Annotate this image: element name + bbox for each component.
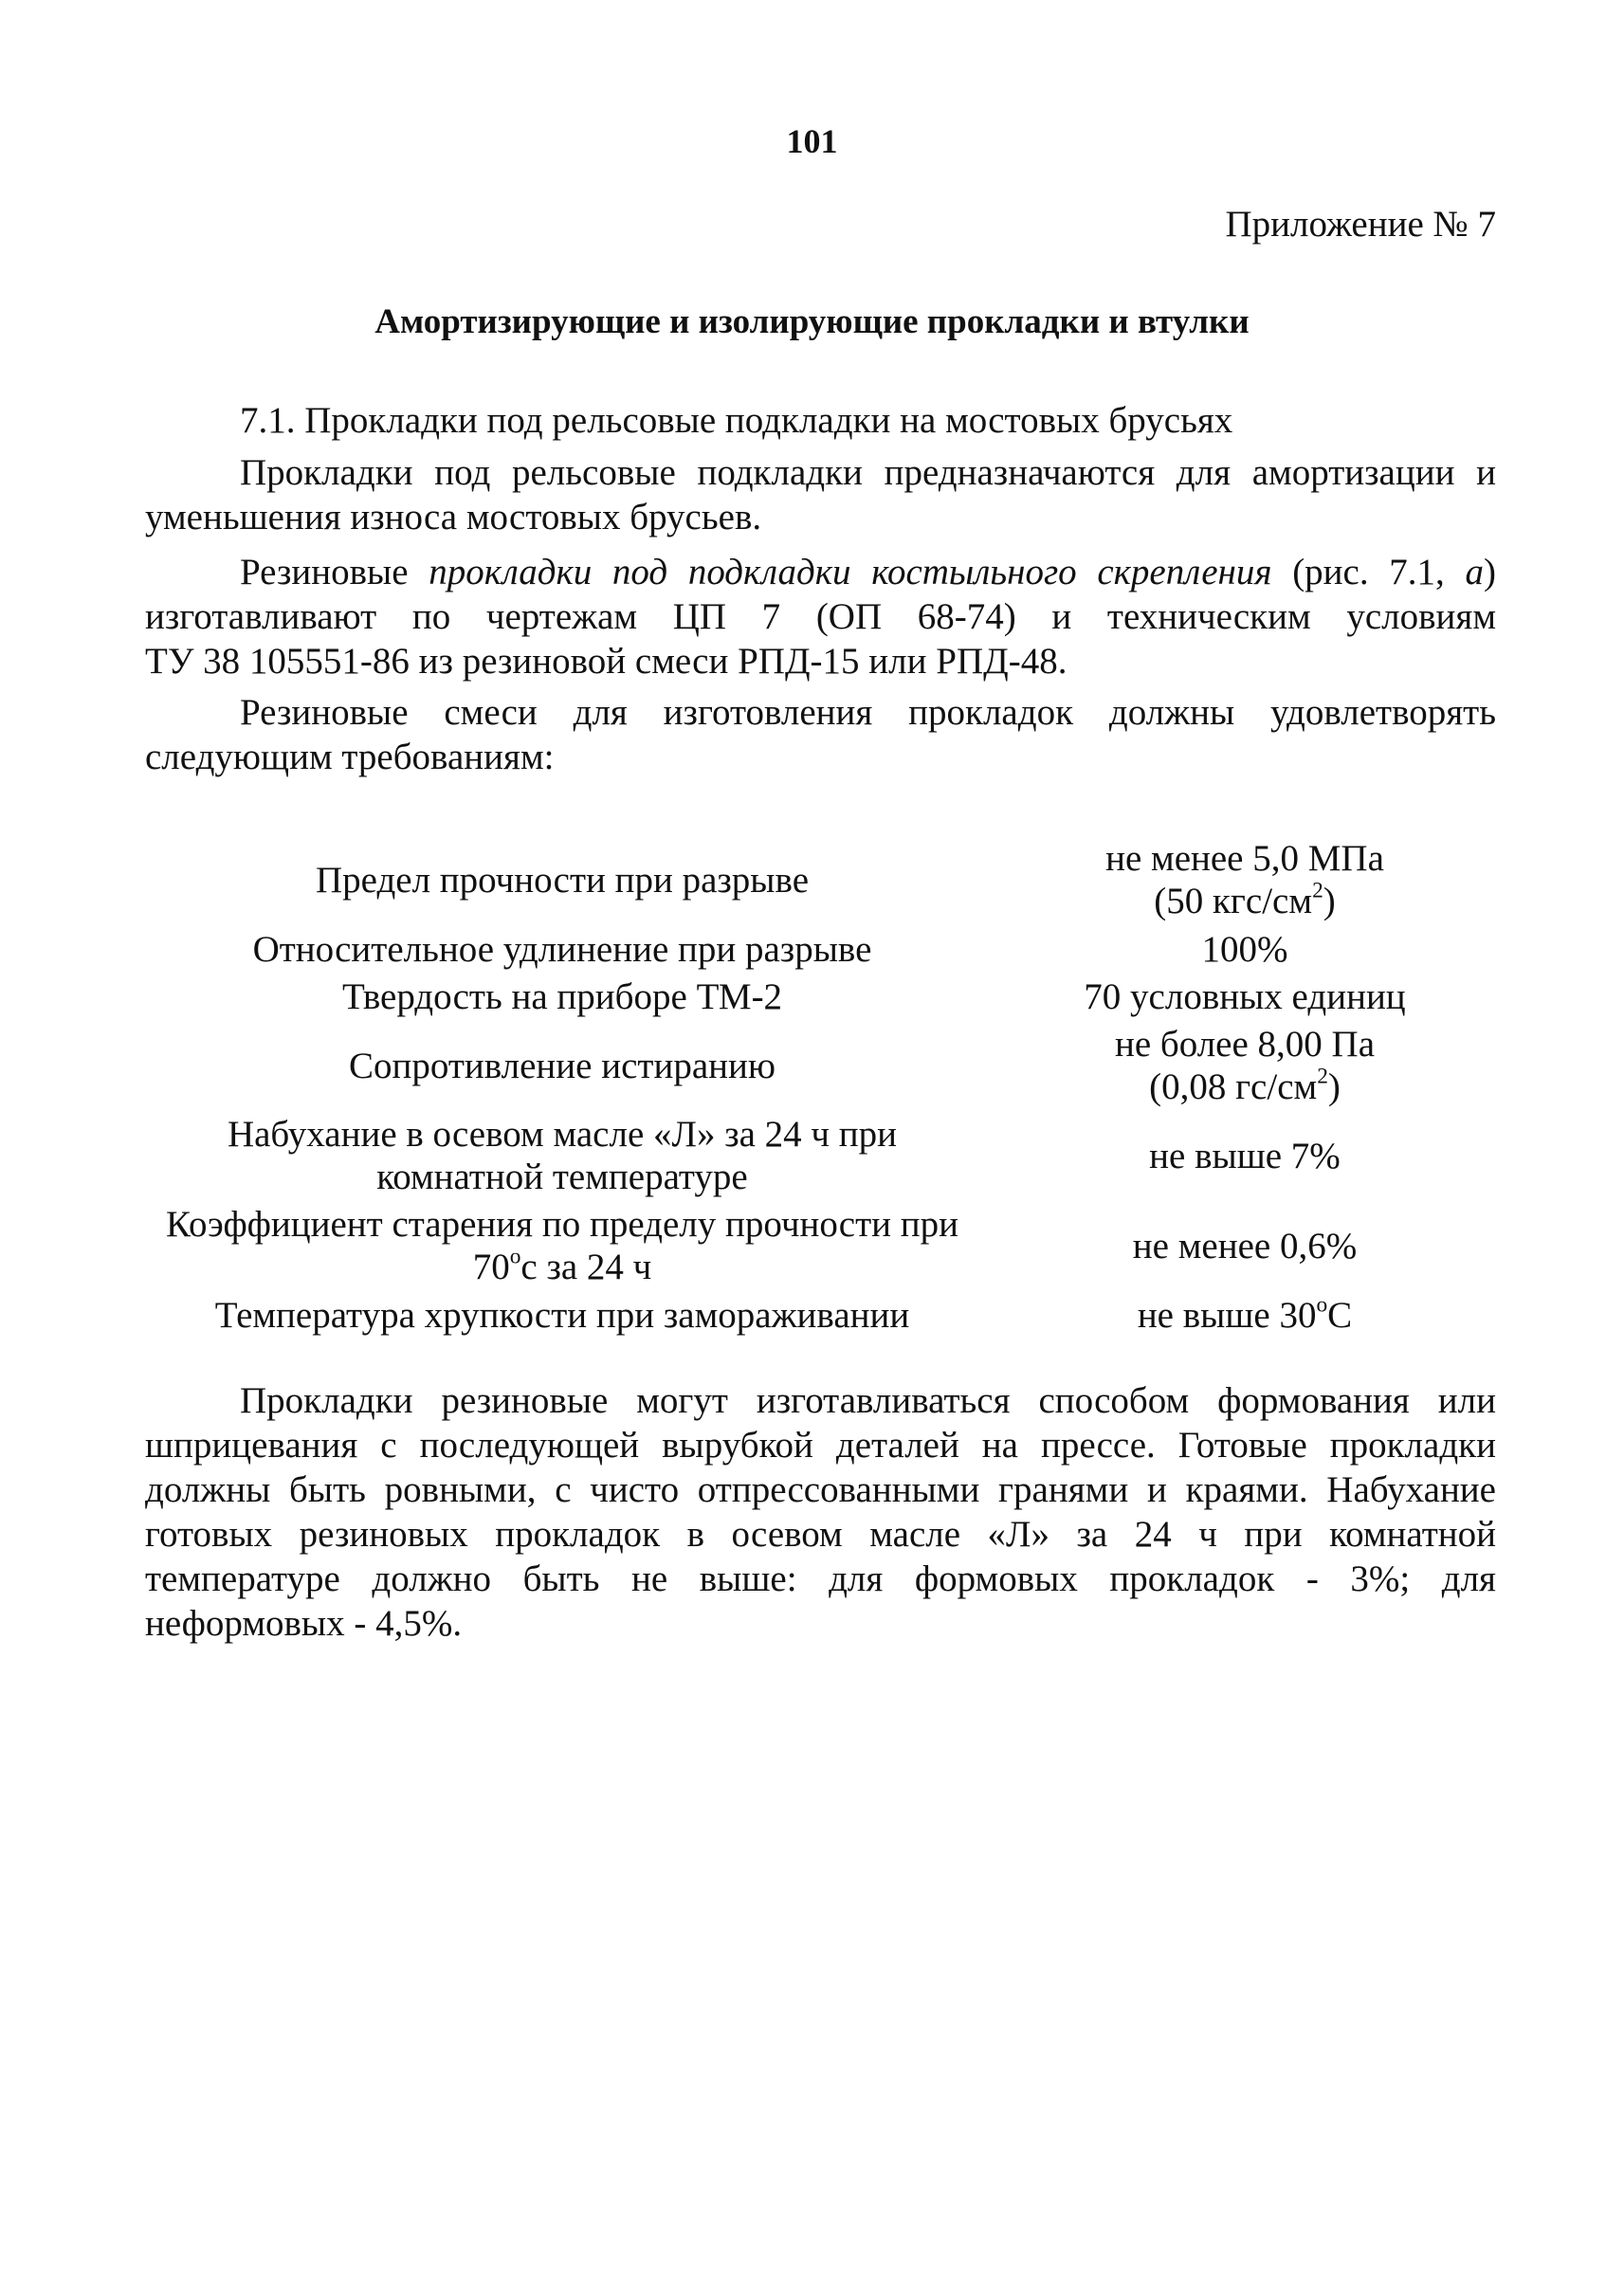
italic-run: прокладки <box>429 552 593 592</box>
document-title: Амортизирующие и изолирующие прокладки и втулки <box>374 302 1250 341</box>
paragraph-line: температуре должно быть не выше: для формовых прокладок - 3%; для <box>145 1558 1496 1599</box>
spec-label: Температура хрупкости при замораживании <box>214 1294 910 1336</box>
spec-label-line <box>145 1246 979 1288</box>
paragraph-purpose <box>145 450 1496 539</box>
spec-label <box>145 1113 979 1198</box>
spec-value: 100% <box>1201 928 1288 970</box>
paragraph-manufacturing <box>145 1378 1496 1646</box>
text-run: не выше 30 <box>1137 1294 1317 1336</box>
text-run: ) <box>1484 552 1496 592</box>
spec-label: Относительное удлинение при разрыве <box>252 928 872 970</box>
paragraph-line: ТУ 38 105551-86 из резиновой смеси РПД-15 или РПД-48. <box>145 641 1067 682</box>
page-number: 101 <box>786 122 838 160</box>
table-row <box>145 1291 1510 1339</box>
spec-value-line: не более 8,00 Па <box>1114 1024 1376 1065</box>
text-run: ) <box>1323 881 1336 921</box>
spec-label-line: комнатной температуре <box>376 1157 748 1197</box>
paragraph-line: готовых резиновых прокладок в осевом масле «Л» за 24 ч при комнатной <box>145 1514 1496 1555</box>
superscript: 2 <box>1317 1064 1328 1089</box>
requirements-table <box>145 834 1510 1339</box>
table-row <box>145 973 1510 1020</box>
spec-label: Твердость на приборе ТМ-2 <box>341 975 783 1017</box>
spec-value <box>979 1294 1510 1337</box>
spec-value: не выше 7% <box>1149 1135 1341 1176</box>
paragraph-line: неформовых - 4,5%. <box>145 1603 463 1644</box>
paragraph-line: следующим требованиям: <box>145 737 555 777</box>
section-heading-block <box>145 398 1496 443</box>
text-run: (рис. 7.1, <box>1271 552 1466 592</box>
spec-value: не менее 0,6% <box>1132 1225 1358 1266</box>
text-run: (50 кгс/см <box>1154 881 1313 921</box>
paragraph-line: Прокладки под рельсовые подкладки предназначаются для амортизации и <box>240 452 1496 493</box>
italic-run: а <box>1465 552 1484 592</box>
spec-label: Предел прочности при разрыве <box>315 859 810 901</box>
text-run: с за 24 ч <box>520 1247 652 1287</box>
spec-label-line: Набухание в осевом масле «Л» за 24 ч при <box>227 1114 898 1155</box>
paragraph-line: шприцевания с последующей вырубкой деталей на прессе. Готовые прокладки <box>145 1425 1496 1466</box>
text-run: (0,08 гс/см <box>1149 1066 1318 1107</box>
appendix-label: Приложение № 7 <box>1225 204 1496 245</box>
text-run: Резиновые <box>240 552 429 592</box>
spec-label: Сопротивление истиранию <box>348 1045 776 1086</box>
paragraph-line <box>145 550 1496 594</box>
spec-value-line: не менее 5,0 МПа <box>1105 838 1384 879</box>
text-run: С <box>1327 1294 1353 1336</box>
section-heading: 7.1. Прокладки под рельсовые подкладки на мостовых брусьях <box>240 400 1233 441</box>
spec-value: 70 условных единиц <box>1084 975 1406 1017</box>
table-row <box>145 1020 1510 1111</box>
spec-value-line <box>979 880 1510 922</box>
paragraph-line: Прокладки резиновые могут изготавливаться способом формования или <box>240 1380 1496 1421</box>
spec-value-line <box>979 1066 1510 1108</box>
spec-value <box>979 1023 1510 1108</box>
paragraph-line: изготавливают по чертежам ЦП 7 (ОП 68-74) и техническим условиям <box>145 596 1496 637</box>
italic-run: под подкладки костыльного скрепления <box>592 552 1272 592</box>
paragraph-rubber-pads <box>145 550 1496 683</box>
paragraph-requirements <box>145 690 1496 779</box>
text-run: 70 <box>472 1247 510 1287</box>
table-row <box>145 1200 1510 1291</box>
table-row <box>145 1111 1510 1200</box>
superscript: о <box>509 1244 521 1269</box>
superscript: о <box>1316 1292 1328 1318</box>
paragraph-line: Резиновые смеси для изготовления прокладок должны удовлетворять <box>240 692 1496 733</box>
table-row <box>145 834 1510 925</box>
spec-label-line: Коэффициент старения по пределу прочности при <box>165 1204 959 1245</box>
spec-value <box>979 837 1510 922</box>
table-row <box>145 925 1510 973</box>
paragraph-line: должны быть ровными, с чисто отпрессованными гранями и краями. Набухание <box>145 1469 1496 1510</box>
spec-label <box>145 1203 979 1288</box>
paragraph-line: уменьшения износа мостовых брусьев. <box>145 497 762 538</box>
text-run: ) <box>1327 1066 1341 1107</box>
superscript: 2 <box>1312 878 1323 903</box>
